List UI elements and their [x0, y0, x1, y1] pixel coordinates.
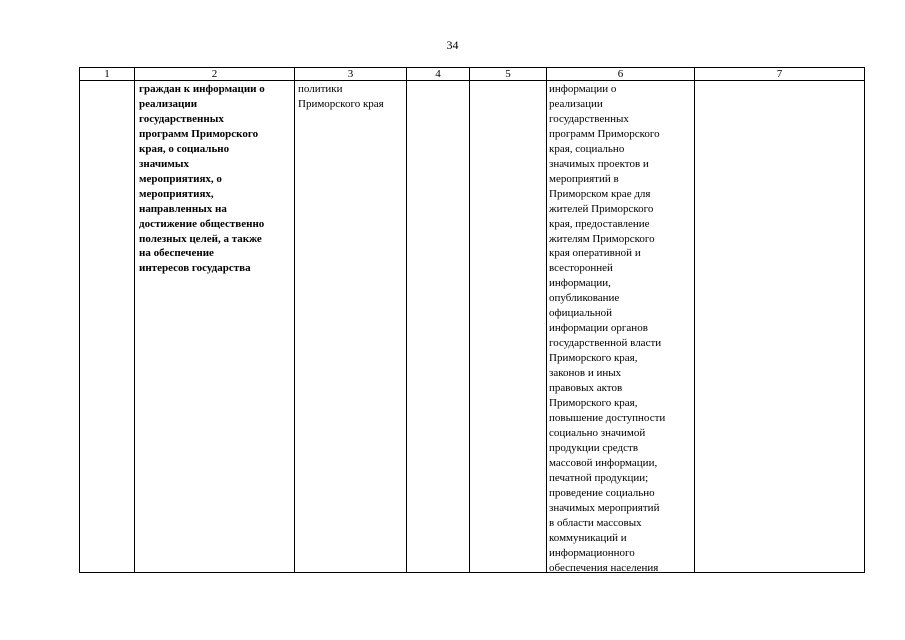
column-header-6: 6 — [617, 68, 624, 80]
cell-text-line: массовой информации, — [549, 456, 658, 469]
column-divider — [406, 68, 407, 572]
data-table — [79, 67, 865, 573]
cell-text-line: информационного — [549, 546, 635, 559]
cell-text-line: правовых актов — [549, 382, 623, 395]
cell-text-line: проведение социально — [549, 486, 655, 499]
cell-text-line: опубликование — [549, 292, 620, 305]
cell-text-line: Приморского края, — [549, 352, 638, 365]
column-header-7: 7 — [776, 68, 783, 80]
column-header-3: 3 — [347, 68, 354, 80]
column-divider — [694, 68, 695, 572]
cell-text-line: значимых мероприятий — [549, 501, 660, 514]
cell-text-line: всесторонней — [549, 262, 613, 275]
cell-text-line: повышение доступности — [549, 411, 666, 424]
cell-text-line: на обеспечение — [139, 247, 214, 260]
cell-text-line: реализации — [549, 97, 603, 110]
cell-col2-text — [139, 82, 265, 276]
cell-text-line: мероприятиях, — [139, 187, 214, 200]
cell-text-line: Приморского края — [298, 97, 384, 110]
cell-text-line: государственных — [139, 112, 224, 125]
cell-text-line: обеспечения населения — [549, 561, 659, 574]
cell-text-line: края оперативной и — [549, 247, 641, 260]
column-divider — [134, 68, 135, 572]
column-header-2: 2 — [211, 68, 218, 80]
cell-text-line: государственных — [549, 112, 629, 125]
column-header-1: 1 — [104, 68, 110, 80]
cell-text-line: края, о социально — [139, 142, 230, 155]
cell-col3-text — [298, 82, 384, 112]
cell-text-line: реализации — [139, 97, 198, 110]
cell-text-line: в области массовых — [549, 516, 642, 529]
cell-text-line: информации органов — [549, 322, 648, 335]
cell-text-line: официальной — [549, 307, 613, 320]
cell-text-line: государственной власти — [549, 337, 662, 350]
cell-text-line: жителей Приморского — [549, 202, 654, 215]
cell-text-line: края, социально — [549, 142, 625, 155]
cell-text-line: значимых проектов и — [549, 157, 649, 170]
cell-text-line: достижение общественно — [139, 217, 265, 230]
column-divider — [546, 68, 547, 572]
column-header-4: 4 — [435, 68, 441, 80]
page-number: 34 — [446, 38, 459, 52]
cell-text-line: законов и иных — [549, 367, 622, 380]
cell-text-line: направленных на — [139, 202, 227, 215]
cell-text-line: Приморском крае для — [549, 187, 651, 200]
cell-text-line: граждан к информации о — [139, 83, 265, 95]
cell-text-line: мероприятий в — [549, 172, 619, 185]
cell-text-line: значимых — [139, 157, 189, 170]
cell-text-line: программ Приморского — [549, 127, 660, 140]
cell-text-line: края, предоставление — [549, 217, 650, 230]
header-divider — [80, 80, 864, 81]
cell-text-line: интересов государства — [139, 262, 251, 275]
cell-text-line: программ Приморского — [139, 127, 259, 140]
cell-text-line: информации о — [549, 83, 617, 95]
column-header-5: 5 — [505, 68, 511, 80]
cell-text-line: жителям Приморского — [549, 232, 655, 245]
cell-text-line: продукции средств — [549, 441, 639, 454]
cell-text-line: коммуникаций и — [549, 531, 627, 544]
cell-col6-text — [549, 82, 665, 575]
cell-text-line: Приморского края, — [549, 397, 638, 410]
column-divider — [469, 68, 470, 572]
cell-text-line: социально значимой — [549, 426, 646, 439]
cell-text-line: полезных целей, а также — [139, 232, 262, 245]
column-divider — [294, 68, 295, 572]
cell-text-line: политики — [298, 83, 343, 95]
cell-text-line: информации, — [549, 277, 611, 290]
cell-text-line: печатной продукции; — [549, 471, 649, 484]
cell-text-line: мероприятиях, о — [139, 172, 222, 185]
